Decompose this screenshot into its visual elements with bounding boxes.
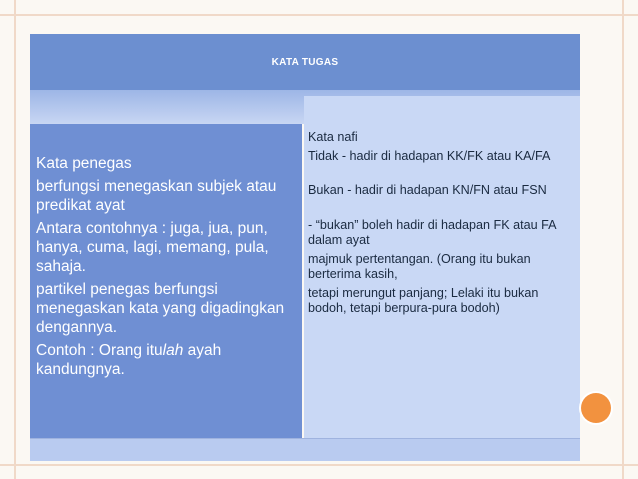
kata-penegas-heading: Kata penegas <box>36 155 132 172</box>
slide-frame-left <box>14 0 16 479</box>
example-prefix: Contoh : Orang itu <box>36 342 163 359</box>
kata-nafi-heading: Kata nafi <box>308 130 358 144</box>
table-header <box>30 34 580 90</box>
kata-nafi-bukan: Bukan - hadir di hadapan KN/FN atau FSN <box>308 183 547 197</box>
kata-nafi-example: tetapi merungut panjang; Lelaki itu bukan bodoh, tetapi berpura-pura bodoh) <box>308 285 539 315</box>
example-suffix: ayah kandungnya. <box>36 342 222 378</box>
partikel-penegas-note: partikel penegas berfungsi menegaskan kata yang digadingkan dengannya. <box>36 281 285 336</box>
slide-frame-top <box>0 14 638 16</box>
kata-nafi-tidak: Tidak - hadir di hadapan KK/FK atau KA/FA <box>308 148 551 163</box>
table-header-title: KATA TUGAS <box>271 56 339 68</box>
table-bottom-row <box>30 438 580 461</box>
kata-tugas-table <box>30 34 580 454</box>
kata-nafi-majmuk: majmuk pertentangan. (Orang itu bukan berterima kasih, <box>308 251 531 281</box>
slide-frame-bottom <box>0 464 638 466</box>
kata-penegas-example-sentence <box>36 341 298 379</box>
kata-nafi-bukan-note: - “bukan” boleh hadir di hadapan FK atau FA dalam ayat <box>308 217 556 247</box>
right-cell-text <box>308 130 578 436</box>
kata-penegas-examples: Antara contohnya : juga, jua, pun, hanya, cuma, lagi, memang, pula, sahaja. <box>36 220 269 275</box>
slide-frame-right <box>622 0 624 479</box>
kata-penegas-definition: berfungsi menegaskan subjek atau predikat ayat <box>36 178 277 214</box>
orange-circle-decoration <box>581 393 611 423</box>
example-italic-particle: lah <box>162 342 184 359</box>
left-cell-text <box>36 154 298 383</box>
